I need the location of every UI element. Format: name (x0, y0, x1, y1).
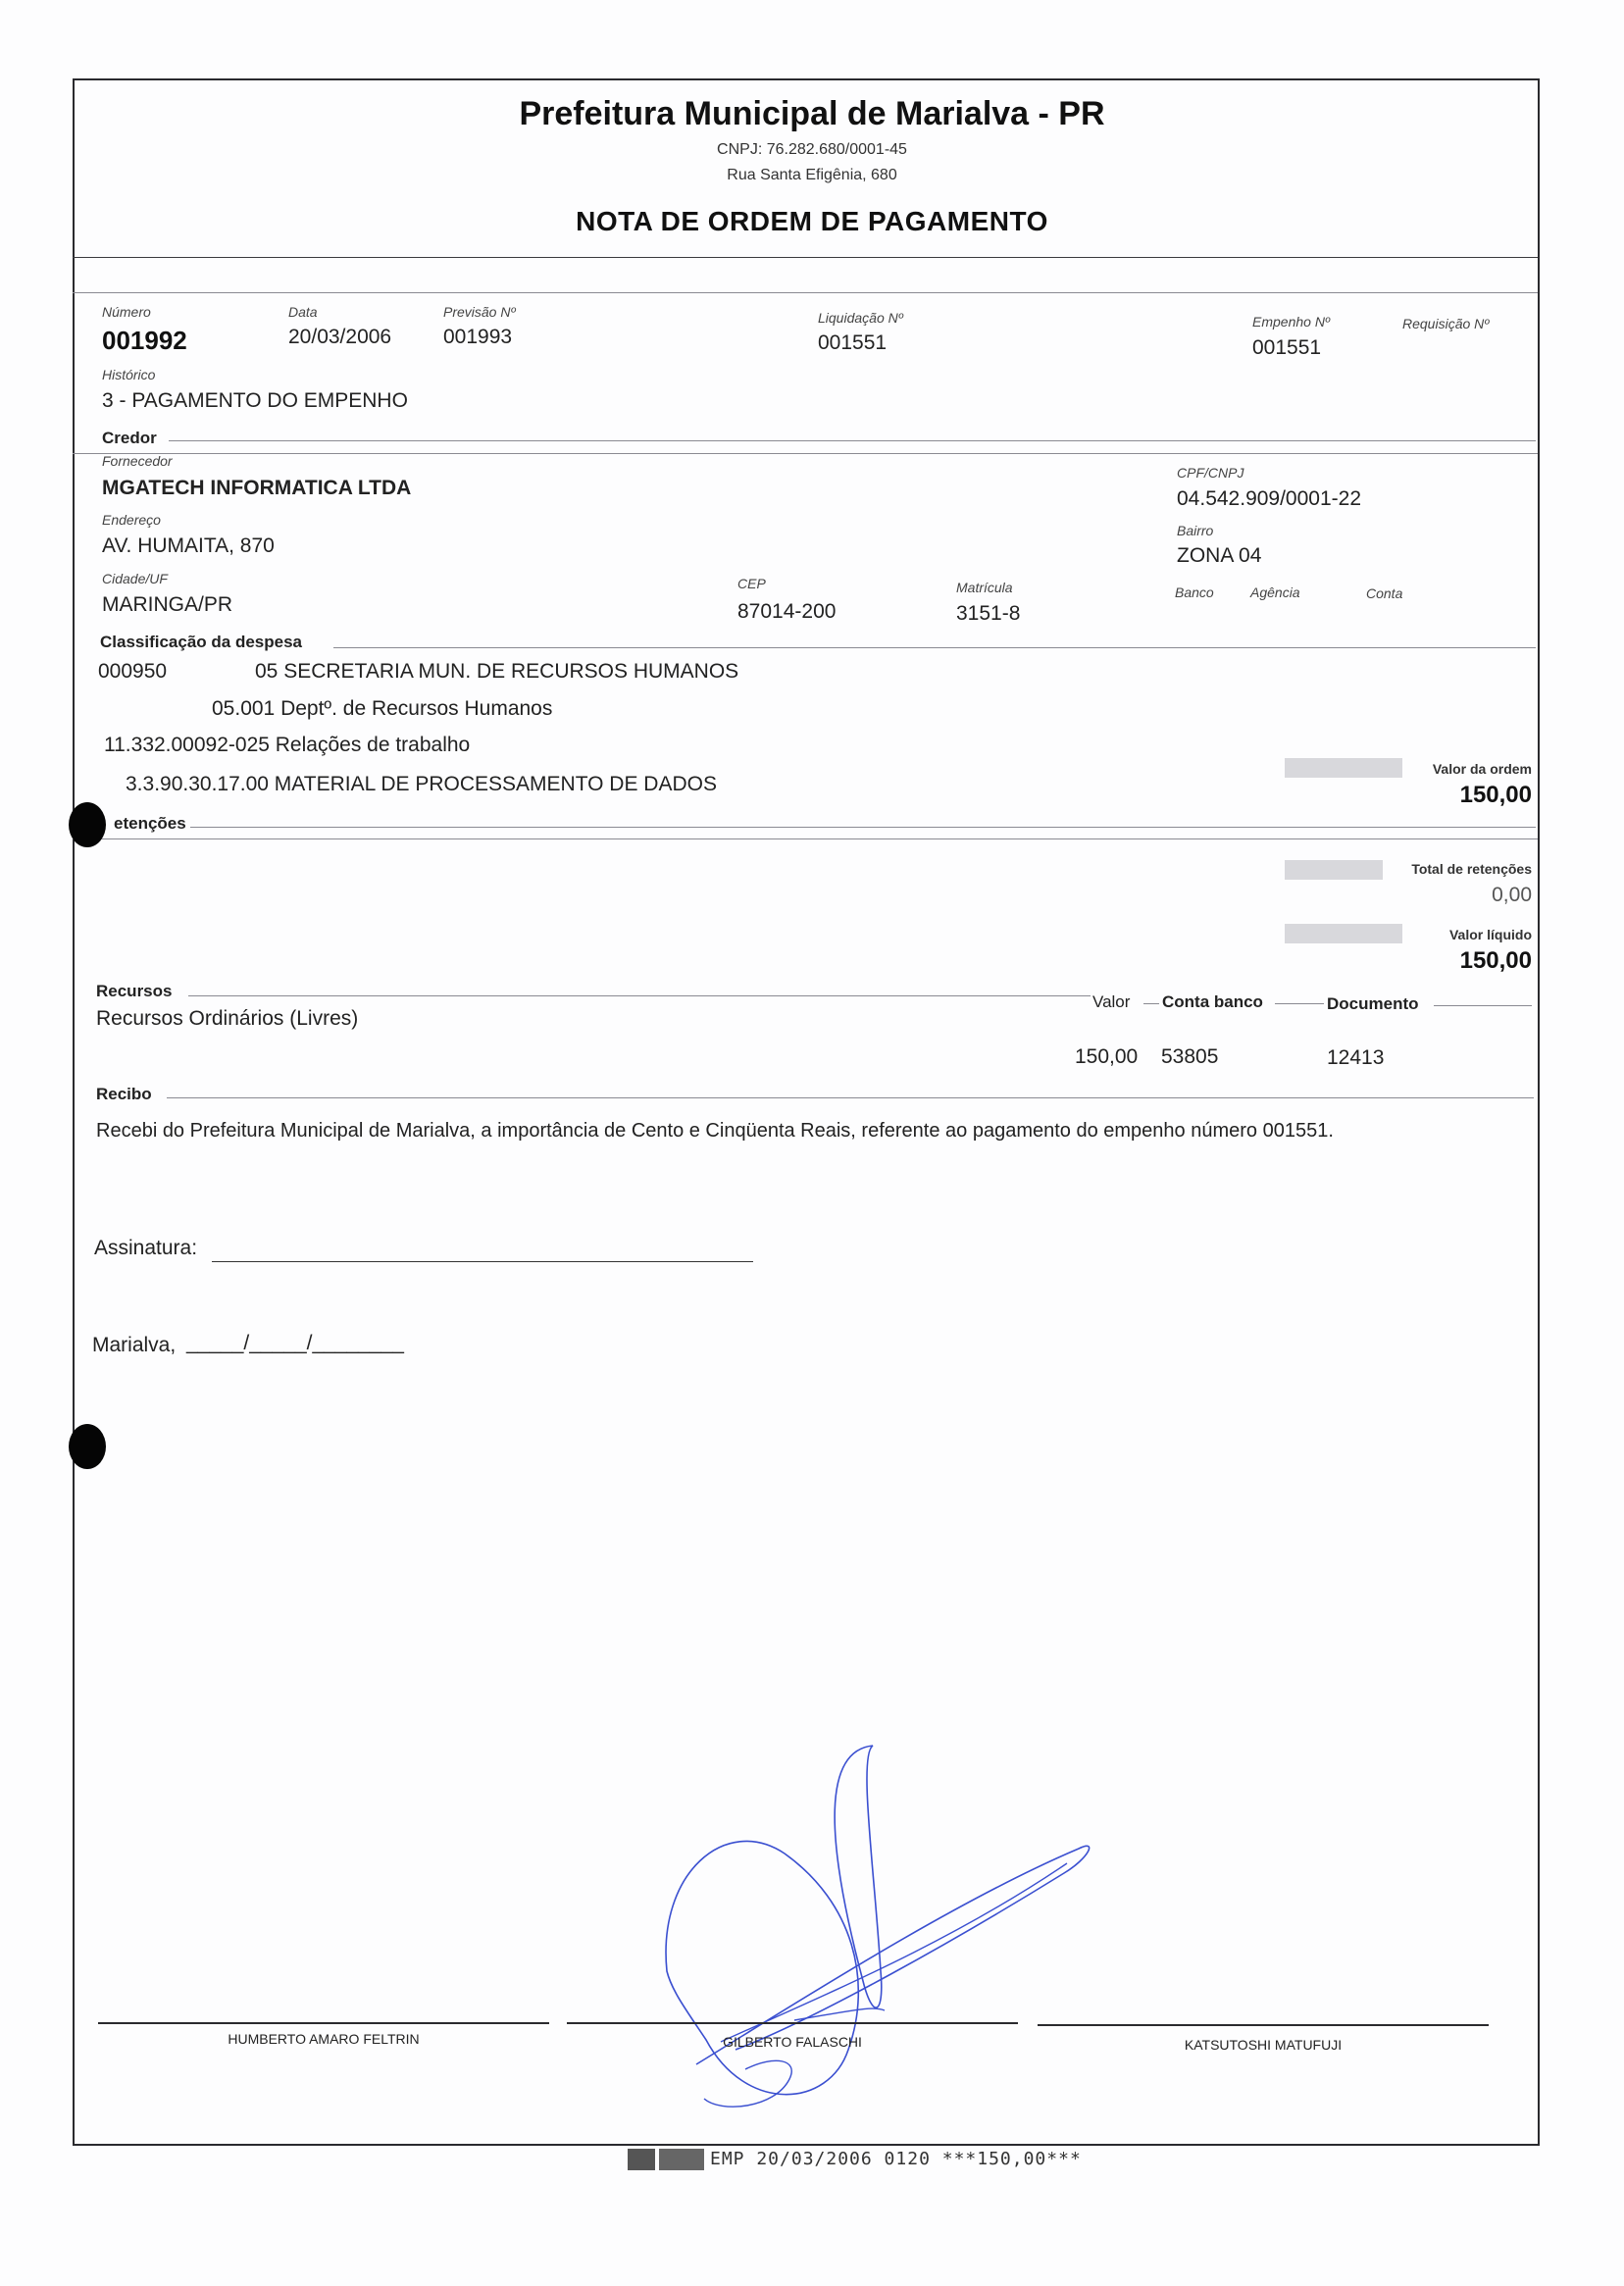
class-line-1: 05 SECRETARIA MUN. DE RECURSOS HUMANOS (255, 660, 739, 683)
empenho-value: 001551 (1252, 336, 1322, 359)
banco-label: Banco (1175, 584, 1214, 600)
recibo-text: Recebi do Prefeitura Municipal de Marialva, a importância de Cento e Cinqüenta Reais, referente ao pagamento do empenho número 001551. (96, 1120, 1334, 1142)
class-code: 000950 (98, 660, 168, 683)
local-label: Marialva, (92, 1334, 177, 1356)
machine-stamp: EMP 20/03/2006 0120 ***150,00*** (710, 2149, 1082, 2169)
valor-ordem-value: 150,00 (1459, 782, 1532, 808)
recibo-divider (167, 1097, 1534, 1098)
previsao-label: Previsão Nº (443, 304, 516, 320)
cpf-label: CPF/CNPJ (1177, 465, 1244, 481)
signature-line-1 (98, 2022, 549, 2024)
recurso-conta: 53805 (1161, 1045, 1219, 1068)
recurso-valor: 150,00 (1075, 1045, 1139, 1068)
previsao-value: 001993 (443, 326, 513, 348)
requisicao-label: Requisição Nº (1402, 316, 1490, 331)
conta-label: Conta (1366, 585, 1403, 601)
cpf-value: 04.542.909/0001-22 (1177, 487, 1362, 510)
signatory-1: HUMBERTO AMARO FELTRIN (228, 2031, 420, 2047)
signatory-3: KATSUTOSHI MATUFUJI (1184, 2037, 1343, 2053)
recursos-section: Recursos (96, 982, 173, 1000)
credor-section: Credor (102, 429, 157, 447)
liquidacao-value: 001551 (818, 331, 888, 354)
recurso-documento-label: Documento (1327, 994, 1419, 1013)
class-line-4: 3.3.90.30.17.00 MATERIAL DE PROCESSAMENTO DE DADOS (126, 773, 717, 795)
class-line-2: 05.001 Deptº. de Recursos Humanos (212, 697, 553, 720)
date-blank: _____/_____/________ (186, 1332, 404, 1354)
signature-line-2 (567, 2022, 1018, 2024)
recurso-hdr-rule-2 (1275, 1003, 1324, 1004)
matricula-label: Matrícula (956, 580, 1013, 595)
recurso-conta-label: Conta banco (1162, 992, 1263, 1011)
classificacao-divider (333, 647, 1536, 648)
recurso-hdr-rule-3 (1434, 1005, 1532, 1006)
cep-value: 87014-200 (737, 600, 837, 623)
fornecedor-label: Fornecedor (102, 453, 173, 469)
data-label: Data (288, 304, 318, 320)
credor-divider (169, 440, 1536, 441)
header-divider (73, 257, 1538, 258)
signature-line-3 (1038, 2024, 1489, 2026)
credor-divider-2 (73, 453, 1538, 454)
handwritten-signature (628, 1726, 1098, 2118)
assinatura-line (212, 1261, 753, 1262)
recibo-section: Recibo (96, 1085, 152, 1103)
punch-hole-top (69, 802, 106, 847)
info-divider (73, 292, 1538, 293)
valor-ordem-label: Valor da ordem (1432, 761, 1532, 777)
cidade-label: Cidade/UF (102, 571, 168, 586)
retencoes-divider-2 (73, 838, 1538, 839)
stamp-block-1 (628, 2149, 655, 2170)
recurso-name: Recursos Ordinários (Livres) (96, 1007, 359, 1030)
assinatura-label: Assinatura: (94, 1237, 198, 1259)
total-retencoes-label: Total de retenções (1411, 861, 1532, 877)
matricula-value: 3151-8 (956, 602, 1021, 625)
classificacao-section: Classificação da despesa (100, 633, 303, 651)
punch-hole-bottom (69, 1424, 106, 1469)
signatory-2: GILBERTO FALASCHI (723, 2034, 862, 2050)
recurso-valor-label: Valor (1092, 992, 1131, 1011)
agencia-label: Agência (1250, 584, 1300, 600)
historico-value: 3 - PAGAMENTO DO EMPENHO (102, 389, 408, 412)
cidade-value: MARINGA/PR (102, 593, 233, 616)
municipality-title: Prefeitura Municipal de Marialva - PR (519, 95, 1105, 132)
class-line-3: 11.332.00092-025 Relações de trabalho (104, 734, 471, 756)
retencoes-section: etenções (114, 814, 186, 833)
endereco-label: Endereço (102, 512, 161, 528)
retencoes-divider (190, 827, 1536, 828)
historico-label: Histórico (102, 367, 156, 382)
address-line: Rua Santa Efigênia, 680 (727, 167, 897, 183)
recurso-hdr-rule-1 (1143, 1003, 1159, 1004)
stamp-block-2 (659, 2149, 704, 2170)
empenho-label: Empenho Nº (1252, 314, 1331, 330)
numero-value: 001992 (102, 326, 187, 355)
liquidacao-label: Liquidação Nº (818, 310, 903, 326)
total-retencoes-value: 0,00 (1492, 884, 1532, 906)
cep-label: CEP (737, 576, 766, 591)
document-title: NOTA DE ORDEM DE PAGAMENTO (576, 206, 1048, 236)
numero-label: Número (102, 304, 151, 320)
bairro-value: ZONA 04 (1177, 544, 1262, 567)
bairro-label: Bairro (1177, 523, 1214, 538)
data-value: 20/03/2006 (288, 326, 392, 348)
valor-liquido-value: 150,00 (1459, 947, 1532, 974)
endereco-value: AV. HUMAITA, 870 (102, 534, 275, 557)
valor-liquido-label: Valor líquido (1448, 927, 1532, 942)
fornecedor-value: MGATECH INFORMATICA LTDA (102, 477, 412, 499)
recurso-documento: 12413 (1327, 1046, 1385, 1069)
recursos-divider (188, 995, 1091, 996)
cnpj-line: CNPJ: 76.282.680/0001-45 (717, 141, 907, 158)
